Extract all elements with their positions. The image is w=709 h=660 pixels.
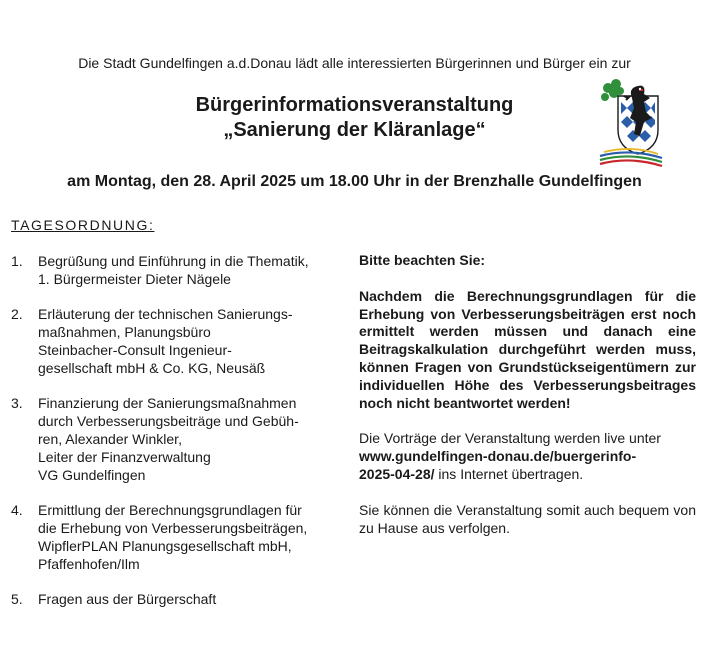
agenda-item-line: Leiter der Finanzverwaltung [38,449,211,465]
notice-label: Bitte beachten Sie: [359,252,486,268]
livestream-text: Die Vorträge der Veranstaltung werden live unter [359,430,661,447]
agenda-item-line: Erläuterung der technischen Sanierungs- [38,306,293,322]
agenda-item-line: Finanzierung der Sanierungsmaßnahmen [38,395,297,411]
agenda-item-number: 1. [11,253,23,269]
gundelfingen-crest-icon [594,78,666,168]
agenda-item [11,252,346,288]
agenda-item-line: Ermittlung der Berechnungsgrundlagen für [38,502,302,518]
agenda-heading: TAGESORDNUNG: [11,217,155,233]
notice-column [359,252,696,537]
agenda-list [11,252,346,625]
agenda-item [11,501,346,573]
agenda-item-line: Steinbacher-Consult Ingenieur- [38,342,232,358]
agenda-item-line: maßnahmen, Planungsbüro [38,324,211,340]
agenda-item-line: Pfaffenhofen/Ilm [38,556,140,572]
agenda-item-line: die Erhebung von Verbesserungsbeiträgen, [38,520,308,536]
livestream-suffix: ins Internet übertragen. [434,465,584,482]
agenda-item-number: 5. [11,591,23,607]
agenda-item [11,305,346,377]
agenda-item [11,394,346,484]
title-line-2: „Sanierung der Kläranlage“ [223,119,486,141]
agenda-item-line: ren, Alexander Winkler, [38,431,182,447]
agenda-item-line: Fragen aus der Bürgerschaft [38,591,217,607]
agenda-item-line: VG Gundelfingen [38,467,146,483]
notice-warning: Nachdem die Berechnungsgrundlagen für die Erhebung von Verbesserungsbeiträgen erst noch ermittelt werden müssen und danach eine Beitragskalkulation durchgeführt werden muss, können Fragen von Grundstückseigentümern zur individuellen Höhe des Verbesserungsbeitrages noch nicht beantwortet werden! [359,287,696,411]
livestream-url-part-2: 2025-04-28/ [359,465,435,482]
livestream-info [359,430,696,483]
agenda-item-line: Begrüßung und Einführung in die Thematik, [38,253,309,269]
follow-text: Sie können die Veranstaltung somit auch bequem von zu Hause aus verfolgen. [359,501,696,536]
agenda-item-line: gesellschaft mbH & Co. KG, Neusäß [38,360,266,376]
event-date-line: am Montag, den 28. April 2025 um 18.00 Uhr in der Brenzhalle Gundelfingen [67,173,642,190]
agenda-item-number: 2. [11,306,23,322]
intro-text: Die Stadt Gundelfingen a.d.Donau lädt alle interessierten Bürgerinnen und Bürger ein zur [78,55,631,71]
agenda-item-line: durch Verbesserungsbeiträge und Gebüh- [38,413,299,429]
agenda-item-line: 1. Bürgermeister Dieter Nägele [38,271,231,287]
agenda-item-number: 3. [11,395,23,411]
agenda-item-line: WipflerPLAN Planungsgesellschaft mbH, [38,538,292,554]
livestream-url-part-1: www.gundelfingen-donau.de/buergerinfo- [359,448,637,465]
title-line-1: Bürgerinformationsveranstaltung [195,94,514,116]
agenda-item-number: 4. [11,502,23,518]
agenda-item [11,590,346,608]
